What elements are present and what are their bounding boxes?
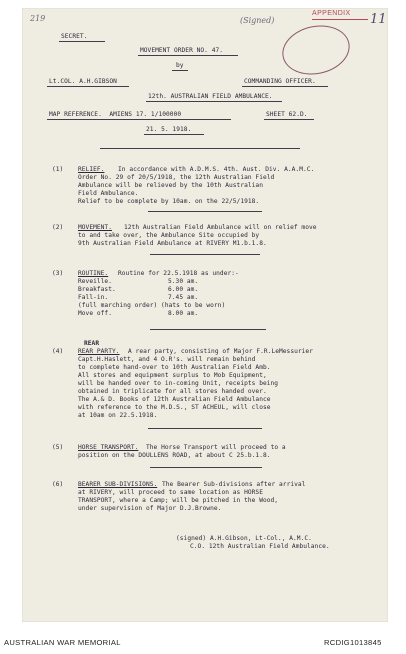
section-number: (6) xyxy=(52,481,64,488)
section-number: (5) xyxy=(52,444,64,451)
bearer-line: under supervision of Major D.J.Browne. xyxy=(78,505,222,512)
section-title-horse-transport: HORSE TRANSPORT. xyxy=(78,444,139,451)
routine-time: 6.00 am. xyxy=(168,286,199,293)
relief-line: In accordance with A.D.M.S. 4th. Aust. Div. A.A.M.C. xyxy=(118,166,315,173)
unit-name: 12th. AUSTRALIAN FIELD AMBULANCE. xyxy=(148,93,273,100)
inserted-word: REAR xyxy=(84,340,100,347)
section-divider xyxy=(150,467,262,468)
sheet-reference: SHEET 62.D. xyxy=(266,111,308,118)
appendix-number: 11 xyxy=(370,12,387,27)
order-date: 21. 5. 1918. xyxy=(146,126,192,133)
routine-intro: Routine for 22.5.1918 as under:- xyxy=(118,270,239,277)
section-number: (3) xyxy=(52,270,64,277)
routine-label: (full marching order) (hats to be worn) xyxy=(78,302,226,309)
section-divider xyxy=(148,211,262,212)
routine-label: Move off. xyxy=(78,310,112,317)
rear-party-line: The A.& D. Books of 12th Australian Field Ambulance xyxy=(78,396,271,403)
section-number: (1) xyxy=(52,166,64,173)
officer-role: COMMANDING OFFICER. xyxy=(244,78,316,85)
section-divider xyxy=(100,148,300,149)
movement-line: 12th Australian Field Ambulance will on relief move xyxy=(124,224,317,231)
order-title-underline xyxy=(138,55,238,56)
routine-label: Reveille. xyxy=(78,278,112,285)
horse-transport-line: The Horse Transport will proceed to a xyxy=(146,444,286,451)
section-title-movement: MOVEMENT. xyxy=(78,224,112,231)
appendix-stamp-underline xyxy=(312,19,368,20)
bearer-line: TRANSPORT, where a Camp; will be pitched in the Wood, xyxy=(78,497,279,504)
by-text: by xyxy=(176,62,184,69)
routine-label: Breakfast. xyxy=(78,286,116,293)
rear-party-line: with reference to the M.D.S., ST ACHEUL, will close xyxy=(78,404,271,411)
relief-line: Relief to be complete by 10am. on the 22/5/1918. xyxy=(78,198,260,205)
footer-archive-name: AUSTRALIAN WAR MEMORIAL xyxy=(4,638,121,647)
horse-transport-line: position on the DOULLENS ROAD, at about C 25.b.1.8. xyxy=(78,452,271,459)
relief-line: Field Ambulance. xyxy=(78,190,139,197)
sheet-underline xyxy=(264,119,314,120)
relief-line: Order No. 29 of 20/5/1918, the 12th Australian Field xyxy=(78,174,275,181)
role-underline xyxy=(242,86,328,87)
by-underline xyxy=(172,70,188,71)
routine-time: 5.30 am. xyxy=(168,278,199,285)
order-title: MOVEMENT ORDER NO. 47. xyxy=(140,47,224,54)
secret-top: SECRET. xyxy=(61,33,88,40)
map-reference-underline xyxy=(47,119,231,120)
map-reference: MAP REFERENCE. AMIENS 17. 1/100000 xyxy=(49,111,182,118)
bearer-line: at RIVERY, will proceed to same location as HORSE xyxy=(78,489,263,496)
rear-party-line: at 10am on 22.5.1918. xyxy=(78,412,158,419)
section-title-routine: ROUTINE. xyxy=(78,270,109,277)
footer-record-id: RCDIG1013845 xyxy=(324,638,382,647)
section-divider xyxy=(150,329,266,330)
rear-party-line: Capt.H.Haslett, and 4 O.R's. will remain behind xyxy=(78,356,256,363)
rear-party-line: A rear party, consisting of Major F.R.LeMessurier xyxy=(128,348,313,355)
corner-mark: 219 xyxy=(30,14,46,23)
secret-underline xyxy=(59,41,105,42)
signed-note: (Signed) xyxy=(240,16,275,25)
section-title-relief: RELIEF. xyxy=(78,166,105,173)
officer-name: Lt.COL. A.H.GIBSON xyxy=(49,78,117,85)
date-underline xyxy=(144,134,204,135)
routine-label: Fall-in. xyxy=(78,294,109,301)
rear-party-line: will be handed over to in-coming Unit, receipts being xyxy=(78,380,279,387)
movement-line: to and take over, the Ambulance Site occupied by xyxy=(78,232,260,239)
rear-party-line: All stores and equipment surplus to Mob Equipment, xyxy=(78,372,267,379)
rear-party-line: to complete hand-over to 10th Australian Field Amb. xyxy=(78,364,271,371)
routine-time: 8.00 am. xyxy=(168,310,199,317)
movement-line: 9th Australian Field Ambulance at RIVERY M1.b.1.8. xyxy=(78,240,267,247)
section-number: (2) xyxy=(52,224,64,231)
appendix-stamp: APPENDIX xyxy=(312,10,351,17)
signature-line: C.O. 12th Australian Field Ambulance. xyxy=(190,543,330,550)
section-number: (4) xyxy=(52,348,64,355)
bearer-line: The Bearer Sub-divisions after arrival xyxy=(162,481,306,488)
relief-line: Ambulance will be relieved by the 10th Australian xyxy=(78,182,263,189)
section-divider xyxy=(150,254,260,255)
signature-line: (signed) A.H.Gibson, Lt-Col., A.M.C. xyxy=(176,535,312,542)
section-title-rear-party: REAR PARTY. xyxy=(78,348,120,355)
section-title-bearer-sub-divisions: BEARER SUB-DIVISIONS. xyxy=(78,481,158,488)
unit-underline xyxy=(146,101,282,102)
section-divider xyxy=(148,428,262,429)
routine-time: 7.45 am. xyxy=(168,294,199,301)
rear-party-line: obtained in triplicate for all stores handed over. xyxy=(78,388,267,395)
officer-underline xyxy=(47,86,129,87)
